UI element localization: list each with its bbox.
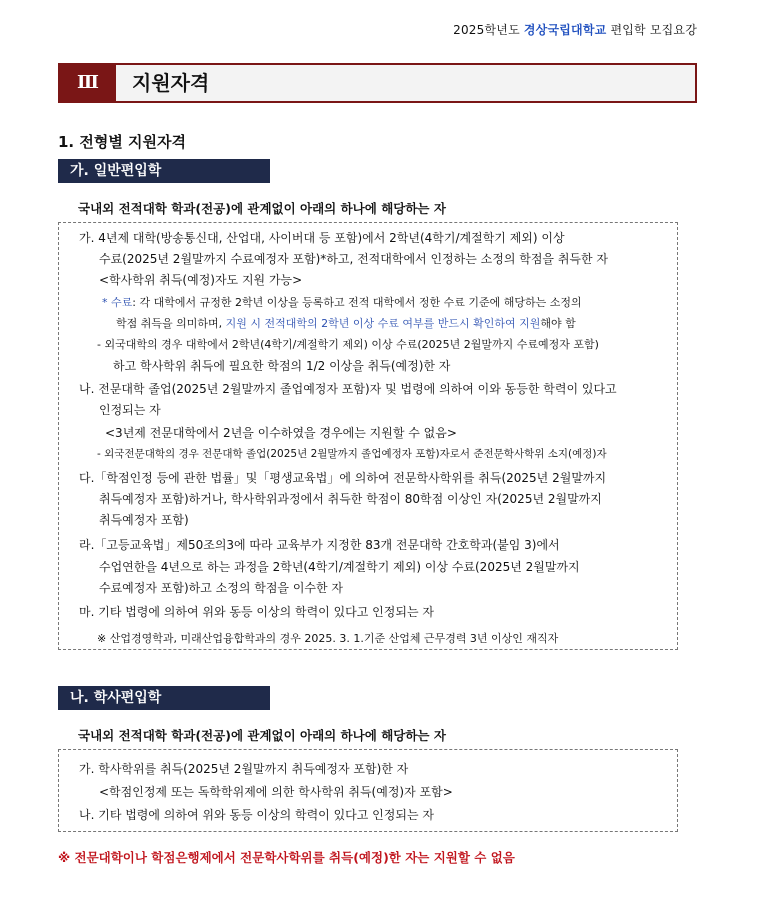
req-c-line2: 취득예정자 포함)하거나, 학사학위과정에서 취득한 학점이 80학점 이상인 자(2025년 2월말까지 <box>99 492 602 506</box>
req-a-foreign-line1: - 외국대학의 경우 대학에서 2학년(4학기/계절학기 제외) 이상 수료(2025년 2월말까지 수료예정자 포함) <box>97 338 599 351</box>
req-b-line3: <3년제 전문대학에서 2년을 이수하였을 경우에는 지원할 수 없음> <box>105 426 457 440</box>
req-a-line2: 수료(2025년 2월말까지 수료예정자 포함)*하고, 전적대학에서 인정하는 소정의 학점을 취득한 자 <box>99 252 608 266</box>
req-a-foreign-line2: 하고 학사학위 취득에 필요한 학점의 1/2 이상을 취득(예정)한 자 <box>113 359 451 373</box>
req-d-line2: 수업연한을 4년으로 하는 과정을 2학년(4학기/계절학기 제외) 이상 수료(2025년 2월말까지 <box>99 560 580 574</box>
footnote-pre: 학점 취득을 의미하며, <box>116 317 226 330</box>
req-b-line1: 나. 전문대학 졸업(2025년 2월말까지 졸업예정자 포함)자 및 법령에 의하여 이와 동등한 학력이 있다고 <box>79 382 617 396</box>
completion-footnote-mark: * 수료 <box>102 296 133 309</box>
req-c-line3: 취득예정자 포함) <box>99 513 189 527</box>
bachelor-req-a-line2: <학점인정제 또는 독학학위제에 의한 학사학위 취득(예정)자 포함> <box>99 785 453 799</box>
completion-footnote-text: : 각 대학에서 규정한 2학년 이상을 등록하고 전적 대학에서 정한 수료 기준에 해당하는 소정의 <box>132 296 582 309</box>
bachelor-transfer-tab: 나. 학사편입학 <box>58 686 270 710</box>
req-d-line3: 수료예정자 포함)하고 소정의 학점을 이수한 자 <box>99 581 344 595</box>
general-requirements-box <box>58 222 678 650</box>
general-intro: 국내외 전적대학 학과(전공)에 관계없이 아래의 하나에 해당하는 자 <box>78 201 446 216</box>
bachelor-requirements-box <box>58 749 678 832</box>
bachelor-intro: 국내외 전적대학 학과(전공)에 관계없이 아래의 하나에 해당하는 자 <box>78 728 446 743</box>
req-c-line1: 다.「학점인정 등에 관한 법률」및「평생교육법」에 의하여 전문학사학위를 취득(2025년 2월말까지 <box>79 471 607 485</box>
req-b-line2: 인정되는 자 <box>99 403 161 417</box>
page-header <box>453 21 697 38</box>
chapter-title-bar <box>58 63 697 103</box>
section-title: 1. 전형별 지원자격 <box>58 133 187 151</box>
completion-footnote-line2 <box>116 315 576 331</box>
req-d-line1: 라.「고등교육법」제50조의3에 따라 교육부가 지정한 83개 전문대학 간호학과(붙임 3)에서 <box>79 538 560 552</box>
footnote-emphasis: 지원 시 전적대학의 2학년 이상 수료 여부를 반드시 확인하여 지원 <box>225 317 541 330</box>
req-a-line1: 가. 4년제 대학(방송통신대, 산업대, 사이버대 등 포함)에서 2학년(4학기/계절학기 제외) 이상 <box>79 231 565 245</box>
header-school-name: 경상국립대학교 <box>523 23 607 37</box>
req-e-note: ※ 산업경영학과, 미래산업융합학과의 경우 2025. 3. 1.기준 산업체 근무경력 3년 이상인 재직자 <box>97 632 559 645</box>
footnote-post: 해야 함 <box>540 317 576 330</box>
bachelor-req-a-line1: 가. 학사학위를 취득(2025년 2월말까지 취득예정자 포함)한 자 <box>79 762 409 776</box>
header-doc-title: 편입학 모집요강 <box>610 23 697 37</box>
ineligibility-warning: ※ 전문대학이나 학점은행제에서 전문학사학위를 취득(예정)한 자는 지원할 수 없음 <box>58 850 515 865</box>
req-b-foreign-line: - 외국전문대학의 경우 전문대학 졸업(2025년 2월말까지 졸업예정자 포함)자로서 준전문학사학위 소지(예정)자 <box>97 448 607 460</box>
chapter-title: 지원자격 <box>132 71 210 95</box>
req-e-line1: 마. 기타 법령에 의하여 위와 동등 이상의 학력이 있다고 인정되는 자 <box>79 605 434 619</box>
completion-footnote <box>102 294 582 310</box>
bachelor-req-b-line1: 나. 기타 법령에 의하여 위와 동등 이상의 학력이 있다고 인정되는 자 <box>79 808 434 822</box>
header-year: 2025학년도 <box>453 23 520 37</box>
req-a-line3: <학사학위 취득(예정)자도 지원 가능> <box>99 273 303 287</box>
chapter-number: Ⅲ <box>60 65 116 101</box>
general-transfer-tab: 가. 일반편입학 <box>58 159 270 183</box>
